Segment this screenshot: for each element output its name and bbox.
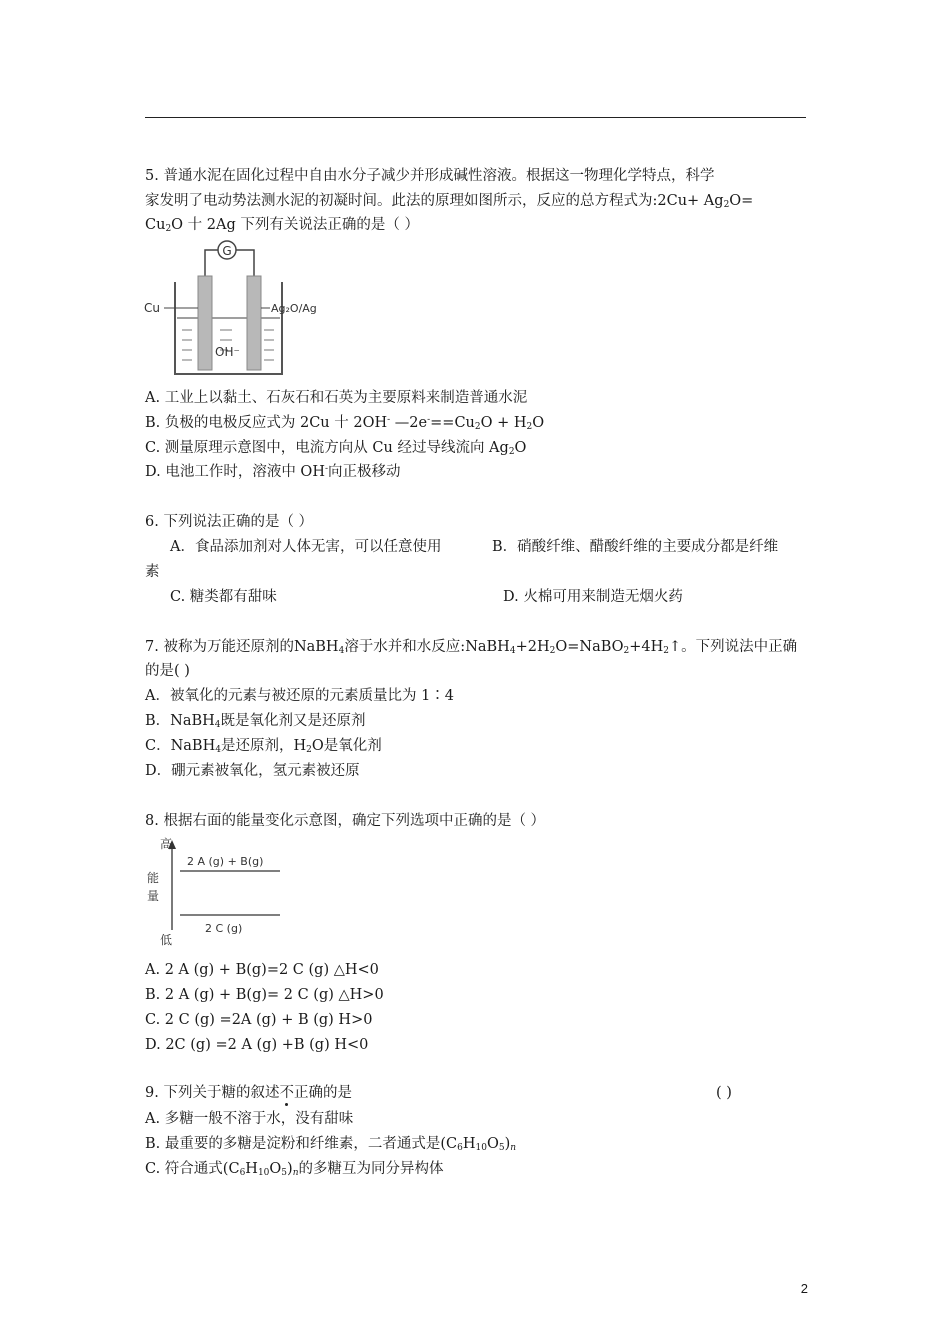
q9-stem: 9. 下列关于糖的叙述不正确的是	[145, 1085, 352, 1101]
galvanometer-label: G	[222, 244, 232, 258]
upper-level-label: 2 A (g) + B(g)	[187, 855, 264, 868]
q5-stem-line2: 家发明了电动势法测水泥的初凝时间。此法的原理如图所示，反应的总方程式为:2Cu+ $Ag_2O=$	[145, 193, 754, 210]
q8-option-b: B. 2 A (g) + B(g)= 2 C (g) △H>0	[145, 987, 384, 1003]
q6-option-a: A．食品添加剂对人体无害，可以任意使用	[170, 539, 442, 555]
lower-level-label: 2 C (g)	[205, 922, 243, 935]
q6-option-c: C. 糖类都有甜味	[170, 589, 277, 605]
q6-stem: 6. 下列说法正确的是（ ）	[145, 514, 314, 530]
emphasis-char: 不	[279, 1085, 294, 1101]
oh-label: OH⁻	[215, 345, 240, 359]
q5-stem-line3: $Cu_2O$ 十 2Ag 下列有关说法正确的是（ ）	[145, 217, 419, 234]
q8-stem: 8. 根据右面的能量变化示意图，确定下列选项中正确的是（ ）	[145, 813, 546, 829]
q6-option-d: D. 火棉可用来制造无烟火药	[503, 589, 683, 605]
q8-option-c: C. 2 C (g) =2A (g) + B (g) H>0	[145, 1012, 373, 1028]
q9-answer-paren: ( )	[716, 1085, 732, 1101]
q5-option-c: C. 测量原理示意图中，电流方向从 Cu 经过导线流向 $Ag_2O$	[145, 440, 527, 457]
q9-option-b: B. 最重要的多糖是淀粉和纤维素，二者通式是$(C_6H_{10}O_5)_n$	[145, 1136, 517, 1153]
q6-option-b-wrap: 素	[145, 564, 160, 580]
q7-option-c: C．NaBH$_4$是还原剂，$H_2O$是氧化剂	[145, 738, 382, 755]
q7-stem-line1: 7. 被称为万能还原剂的NaBH$_4$溶于水并和水反应$:NaBH_4+2H_2O=NaBO_2+4H_2↑$。下列说法中正确	[145, 639, 798, 656]
q5-stem-line1: 5. 普通水泥在固化过程中自由水分子减少并形成碱性溶液。根据这一物理化学特点，科学	[145, 168, 715, 184]
q9-option-c: C. 符合通式$(C_6H_{10}O_5)_n$的多糖互为同分异构体	[145, 1161, 444, 1178]
cu-electrode	[198, 276, 212, 370]
page-number: 2	[800, 1281, 808, 1296]
label-low: 低	[160, 933, 173, 947]
q7-option-b: B．NaBH$_4$既是氧化剂又是还原剂	[145, 713, 366, 730]
label-axis-1: 能	[147, 871, 160, 885]
cell-diagram	[142, 236, 352, 380]
q7-option-a: A．被氧化的元素与被还原的元素质量比为 1∶4	[145, 688, 455, 704]
q7-stem-line2: 的是( )	[145, 663, 190, 679]
q8-option-d: D. 2C (g) =2 A (g) +B (g) H<0	[145, 1037, 369, 1053]
q5-option-a: A. 工业上以黏土、石灰石和石英为主要原料来制造普通水泥	[145, 390, 528, 406]
header-rule	[145, 117, 806, 118]
q7-option-d: D．硼元素被氧化，氢元素被还原	[145, 763, 360, 779]
q5-option-b: B. 负极的电极反应式为 2Cu 十 2OH- $—2e^-==Cu_2O + H_2O$	[145, 415, 545, 432]
energy-diagram	[142, 834, 292, 948]
cu-label: Cu	[144, 301, 160, 315]
label-axis-2: 量	[147, 889, 160, 903]
q6-option-b: B．硝酸纤维、醋酸纤维的主要成分都是纤维	[492, 539, 779, 555]
ag2o-label: Ag₂O/Ag	[271, 302, 317, 315]
ag-electrode	[247, 276, 261, 370]
q5-option-d: D. 电池工作时，溶液中 OH-向正极移动	[145, 464, 401, 480]
q9-option-a: A. 多糖一般不溶于水，没有甜味	[145, 1111, 354, 1127]
label-high: 高	[160, 837, 173, 851]
q8-option-a: A. 2 A (g) + B(g)=2 C (g) △H<0	[145, 962, 379, 978]
